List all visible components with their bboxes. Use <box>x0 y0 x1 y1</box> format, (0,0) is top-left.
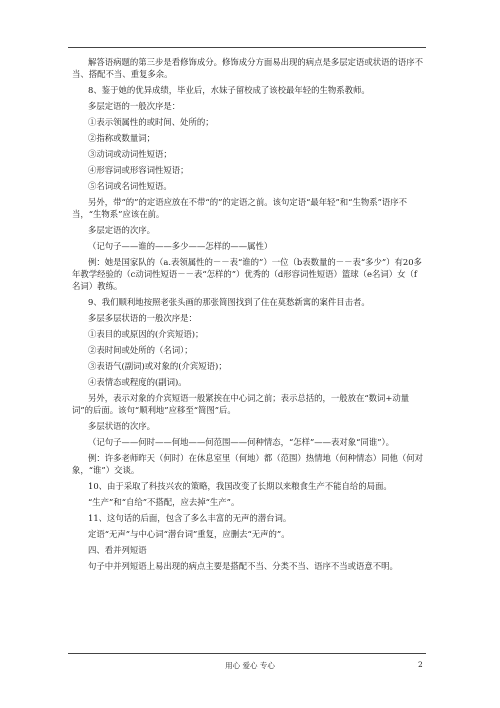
paragraph: 另外，带“的”的定语应放在不带“的”的定语之前。该句定语“最年轻”和“生物系”语序不当，“生物系”应该在前。 <box>72 197 407 219</box>
section-heading: 四、看并列短语 <box>88 545 147 555</box>
page-number: 2 <box>418 660 423 669</box>
page-content <box>72 56 424 572</box>
paragraph: “生产”和“自给”不搭配，应去掉“生产”。 <box>88 497 240 507</box>
paragraph: ①表目的或原因的(介宾短语)； <box>88 329 204 339</box>
paragraph: 多层状语的次序。 <box>88 421 155 431</box>
paragraph: 定语“无声”与中心词“潜台词”重复，应删去“无声的”。 <box>88 529 290 539</box>
paragraph: 11、这句话的后面，包含了多么丰富的无声的潜台词。 <box>88 513 292 523</box>
paragraph: 句子中并列短语上易出现的病点主要是搭配不当、分类不当、语序不当或语意不明。 <box>88 561 398 571</box>
paragraph: （记句子——何时——何地——何范围——何种情态，“怎样”——表对象“同谁”）。 <box>88 437 395 447</box>
paragraph: ③动词或动词性短语； <box>88 149 172 159</box>
paragraph: 8、鉴于她的优异成绩，毕业后，水妹子留校成了该校最年轻的生物系教师。 <box>88 85 370 95</box>
paragraph: 另外，表示对象的介宾短语一般紧挨在中心词之前；表示总括的，一般放在“数词+动量词”的后面。该句“顺利地”应移至“简图”后。 <box>72 393 410 415</box>
paragraph: ②表时间或处所的（名词）； <box>88 345 193 355</box>
paragraph: 多层定语的一般次序是： <box>88 101 181 111</box>
paragraph: （记句子——谁的——多少——怎样的——属性） <box>88 241 273 251</box>
paragraph: 10、由于采取了科技兴农的策略，我国改变了长期以来粮食生产不能自给的局面。 <box>88 481 392 491</box>
footer-rule <box>68 653 426 654</box>
paragraph: 多层定语的次序。 <box>88 225 155 235</box>
footer-text: 用心 爱心 专心 <box>225 661 275 670</box>
paragraph: ①表示领属性的或时间、处所的； <box>88 117 214 127</box>
paragraph: 例：她是国家队的（a.表领属性的－－表“谁的”）一位（b表数量的－－表“多少”）有20多年教学经验的（c动词性短语－－表“怎样的”）优秀的（d形容词性短语）篮球（e名词）女（f名词）教练。 <box>72 257 422 291</box>
header-rule <box>68 47 426 48</box>
paragraph: ③表语气(副词)或对象的(介宾短语)； <box>88 361 227 371</box>
paragraph: 例：许多老师昨天（何时）在休息室里（何地）都（范围）热情地（何种情态）同他（何对象，“谁”）交谈。 <box>72 453 423 475</box>
paragraph: ②指称或数量词； <box>88 133 155 143</box>
paragraph: ④形容词或形容词性短语； <box>88 165 189 175</box>
paragraph: 多层多层状语的一般次序是： <box>88 313 197 323</box>
paragraph: 解答语病题的第三步是看修饰成分。修饰成分方面易出现的病点是多层定语或状语的语序不当、搭配不当、重复多余。 <box>72 57 423 79</box>
paragraph: ⑤名词或名词性短语。 <box>88 181 172 191</box>
paragraph: ④表情态或程度的(副词)。 <box>88 377 187 387</box>
paragraph: 9、我们顺利地按照老张头画的那张简图找到了住在莫愁新寓的案件目击者。 <box>88 297 370 307</box>
